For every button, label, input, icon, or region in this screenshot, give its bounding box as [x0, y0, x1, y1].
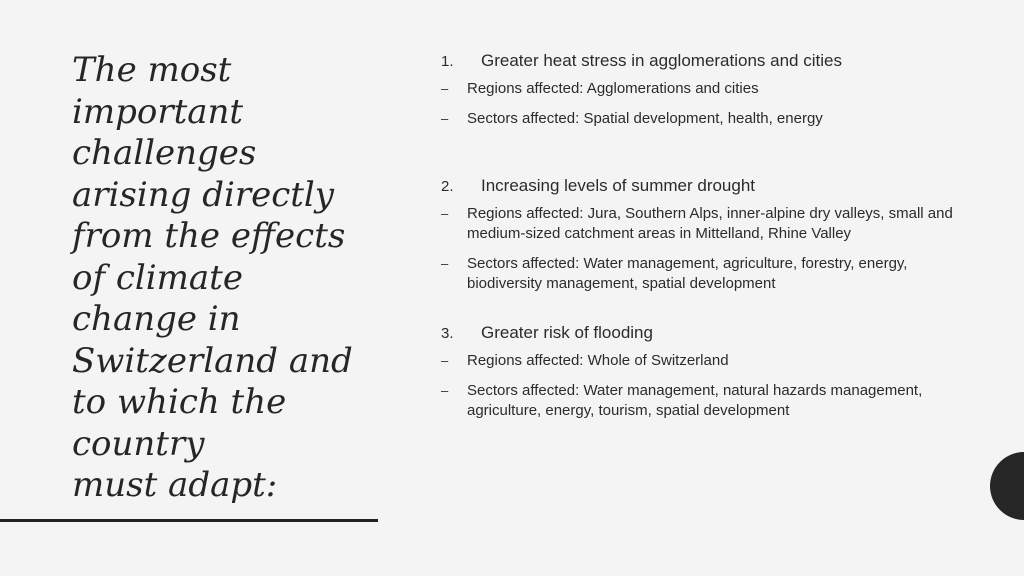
- sectors-text: Sectors affected: Water management, agriculture, forestry, energy, biodiversity management, spatial development: [467, 255, 908, 292]
- challenge-title: Greater heat stress in agglomerations and cities: [481, 51, 842, 70]
- challenge-2: [441, 173, 961, 294]
- challenge-details: [441, 204, 961, 294]
- dash-bullet: –: [441, 111, 449, 126]
- challenge-heading: [441, 48, 961, 75]
- challenge-number: 3.: [441, 325, 454, 342]
- challenge-title: Greater risk of flooding: [481, 323, 653, 342]
- challenge-heading: [441, 320, 961, 347]
- sectors-text: Sectors affected: Spatial development, health, energy: [467, 110, 823, 127]
- sectors-text: Sectors affected: Water management, natural hazards management, agriculture, energy, tourism, spatial development: [467, 382, 923, 419]
- challenge-1: [441, 48, 961, 129]
- slide-title: The most important challenges arising directly from the effects of climate change in Switzerland and to which the country must adapt:: [72, 50, 353, 505]
- challenges-list: [441, 48, 961, 431]
- regions-affected: [441, 79, 961, 99]
- sectors-affected: [441, 109, 961, 129]
- challenge-3: [441, 320, 961, 421]
- sectors-affected: [441, 381, 961, 421]
- challenge-details: [441, 79, 961, 129]
- decorative-circle: [990, 452, 1024, 520]
- regions-affected: [441, 351, 961, 371]
- challenge-heading: [441, 173, 961, 200]
- dash-bullet: –: [441, 383, 449, 398]
- sectors-affected: [441, 254, 961, 294]
- regions-text: Regions affected: Whole of Switzerland: [467, 352, 729, 369]
- challenge-details: [441, 351, 961, 421]
- challenge-number: 2.: [441, 178, 454, 195]
- dash-bullet: –: [441, 206, 449, 221]
- dash-bullet: –: [441, 353, 449, 368]
- regions-text: Regions affected: Jura, Southern Alps, inner-alpine dry valleys, small and medium-sized catchment areas in Mittelland, Rhine Valley: [467, 205, 953, 242]
- regions-affected: [441, 204, 961, 244]
- regions-text: Regions affected: Agglomerations and cities: [467, 80, 759, 97]
- challenge-number: 1.: [441, 53, 454, 70]
- challenge-title: Increasing levels of summer drought: [481, 176, 756, 195]
- dash-bullet: –: [441, 256, 449, 271]
- title-underline: [0, 519, 378, 522]
- dash-bullet: –: [441, 81, 449, 96]
